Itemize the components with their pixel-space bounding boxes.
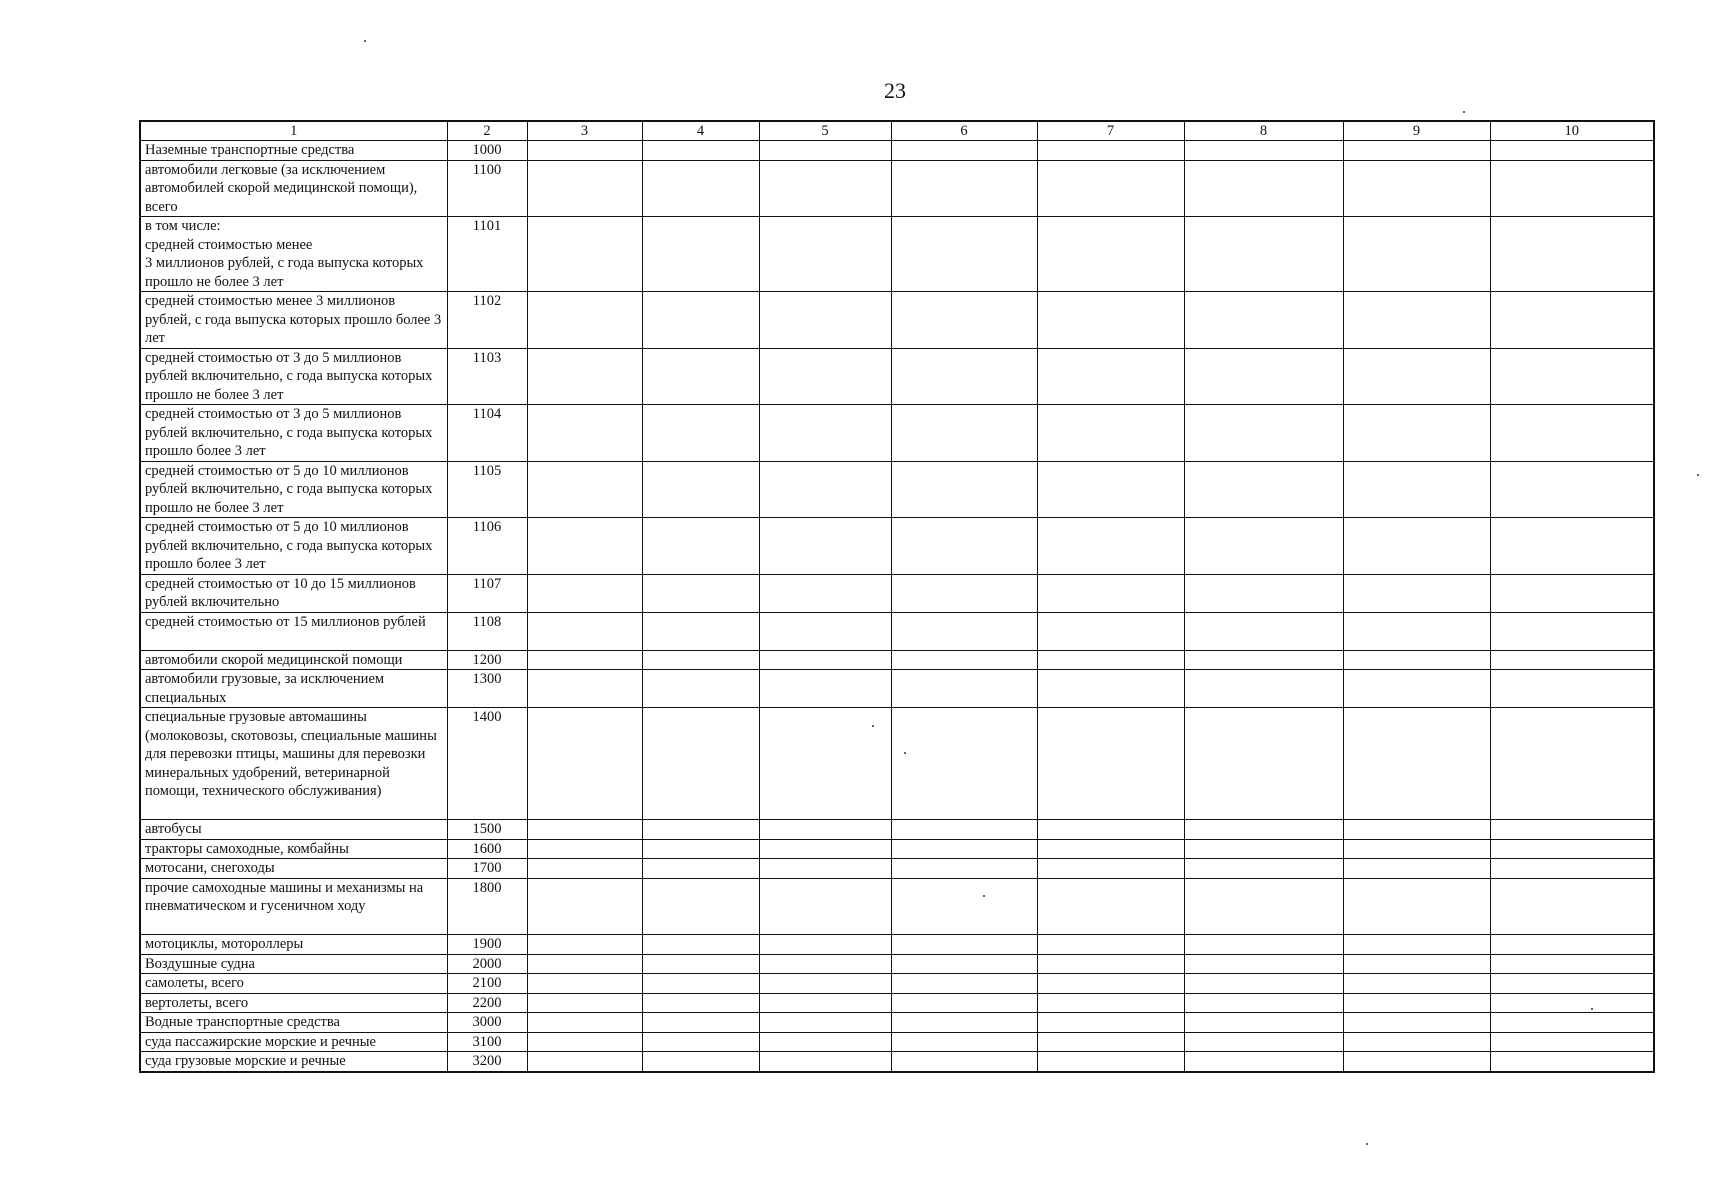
empty-value-cell xyxy=(891,820,1037,840)
empty-value-cell xyxy=(891,217,1037,292)
empty-value-cell xyxy=(891,348,1037,405)
table-row xyxy=(140,859,1654,879)
empty-value-cell xyxy=(642,878,759,935)
scan-speck xyxy=(904,752,906,754)
empty-value-cell xyxy=(759,461,891,518)
empty-value-cell xyxy=(891,878,1037,935)
empty-value-cell xyxy=(1037,974,1184,994)
row-code-cell: 1100 xyxy=(447,160,527,217)
empty-value-cell xyxy=(642,1013,759,1033)
empty-value-cell xyxy=(1343,859,1490,879)
empty-value-cell xyxy=(1343,160,1490,217)
row-name-cell: автомобили грузовые, за исключением специальных xyxy=(140,670,447,708)
row-name-cell: вертолеты, всего xyxy=(140,993,447,1013)
empty-value-cell xyxy=(1037,612,1184,650)
empty-value-cell xyxy=(891,954,1037,974)
empty-value-cell xyxy=(527,141,642,161)
row-code-cell: 3100 xyxy=(447,1032,527,1052)
empty-value-cell xyxy=(891,839,1037,859)
empty-value-cell xyxy=(642,650,759,670)
empty-value-cell xyxy=(1037,461,1184,518)
empty-value-cell xyxy=(642,461,759,518)
empty-value-cell xyxy=(891,160,1037,217)
empty-value-cell xyxy=(1037,574,1184,612)
empty-value-cell xyxy=(759,1032,891,1052)
table-row xyxy=(140,518,1654,575)
empty-value-cell xyxy=(527,859,642,879)
empty-value-cell xyxy=(891,292,1037,349)
empty-value-cell xyxy=(1037,518,1184,575)
empty-value-cell xyxy=(891,935,1037,955)
empty-value-cell xyxy=(527,1052,642,1072)
row-name-cell: средней стоимостью от 15 миллионов рублей xyxy=(140,612,447,650)
row-code-cell: 2200 xyxy=(447,993,527,1013)
empty-value-cell xyxy=(527,160,642,217)
empty-value-cell xyxy=(759,160,891,217)
row-code-cell: 1103 xyxy=(447,348,527,405)
empty-value-cell xyxy=(1490,820,1654,840)
column-header: 1 xyxy=(140,121,447,141)
empty-value-cell xyxy=(1343,993,1490,1013)
row-name-cell: мотоциклы, мотороллеры xyxy=(140,935,447,955)
scan-speck xyxy=(364,40,366,42)
empty-value-cell xyxy=(759,1013,891,1033)
empty-value-cell xyxy=(1343,461,1490,518)
transport-vehicles-table xyxy=(139,120,1655,1073)
empty-value-cell xyxy=(642,348,759,405)
table-row xyxy=(140,292,1654,349)
empty-value-cell xyxy=(1184,954,1343,974)
row-name-cell: суда пассажирские морские и речные xyxy=(140,1032,447,1052)
row-name-cell: средней стоимостью от 3 до 5 миллионов рублей включительно, с года выпуска которых прошло не более 3 лет xyxy=(140,348,447,405)
empty-value-cell xyxy=(642,993,759,1013)
empty-value-cell xyxy=(759,859,891,879)
empty-value-cell xyxy=(1184,405,1343,462)
table-row xyxy=(140,574,1654,612)
row-code-cell: 1101 xyxy=(447,217,527,292)
empty-value-cell xyxy=(1490,160,1654,217)
empty-value-cell xyxy=(1343,405,1490,462)
empty-value-cell xyxy=(527,461,642,518)
empty-value-cell xyxy=(1184,160,1343,217)
empty-value-cell xyxy=(1184,1052,1343,1072)
empty-value-cell xyxy=(1037,217,1184,292)
empty-value-cell xyxy=(642,670,759,708)
empty-value-cell xyxy=(1490,348,1654,405)
empty-value-cell xyxy=(1184,1013,1343,1033)
empty-value-cell xyxy=(642,935,759,955)
row-code-cell: 1700 xyxy=(447,859,527,879)
scan-speck xyxy=(1366,1143,1368,1145)
empty-value-cell xyxy=(1184,839,1343,859)
column-header: 6 xyxy=(891,121,1037,141)
table-row xyxy=(140,1032,1654,1052)
empty-value-cell xyxy=(527,878,642,935)
empty-value-cell xyxy=(527,935,642,955)
empty-value-cell xyxy=(1037,650,1184,670)
empty-value-cell xyxy=(642,405,759,462)
row-name-cell: средней стоимостью от 5 до 10 миллионов рублей включительно, с года выпуска которых прошло не более 3 лет xyxy=(140,461,447,518)
empty-value-cell xyxy=(759,935,891,955)
row-code-cell: 3000 xyxy=(447,1013,527,1033)
empty-value-cell xyxy=(1037,1052,1184,1072)
empty-value-cell xyxy=(642,1032,759,1052)
empty-value-cell xyxy=(642,974,759,994)
row-code-cell: 1400 xyxy=(447,708,527,820)
empty-value-cell xyxy=(1184,1032,1343,1052)
empty-value-cell xyxy=(759,141,891,161)
table-header-row xyxy=(140,121,1654,141)
empty-value-cell xyxy=(1343,217,1490,292)
row-name-cell: средней стоимостью от 10 до 15 миллионов рублей включительно xyxy=(140,574,447,612)
empty-value-cell xyxy=(1490,141,1654,161)
empty-value-cell xyxy=(1184,878,1343,935)
empty-value-cell xyxy=(759,670,891,708)
empty-value-cell xyxy=(759,217,891,292)
empty-value-cell xyxy=(1343,670,1490,708)
empty-value-cell xyxy=(1343,839,1490,859)
table-row xyxy=(140,348,1654,405)
column-header: 10 xyxy=(1490,121,1654,141)
empty-value-cell xyxy=(1343,348,1490,405)
scan-speck xyxy=(983,895,985,897)
empty-value-cell xyxy=(1037,708,1184,820)
table-row xyxy=(140,954,1654,974)
empty-value-cell xyxy=(891,518,1037,575)
row-code-cell: 1600 xyxy=(447,839,527,859)
empty-value-cell xyxy=(1343,820,1490,840)
empty-value-cell xyxy=(891,670,1037,708)
empty-value-cell xyxy=(1037,839,1184,859)
empty-value-cell xyxy=(759,878,891,935)
empty-value-cell xyxy=(527,820,642,840)
empty-value-cell xyxy=(1037,1032,1184,1052)
empty-value-cell xyxy=(1184,348,1343,405)
empty-value-cell xyxy=(527,1013,642,1033)
table-row xyxy=(140,1052,1654,1072)
empty-value-cell xyxy=(1184,292,1343,349)
empty-value-cell xyxy=(759,574,891,612)
empty-value-cell xyxy=(1490,708,1654,820)
empty-value-cell xyxy=(1037,141,1184,161)
empty-value-cell xyxy=(1490,859,1654,879)
table-row xyxy=(140,670,1654,708)
empty-value-cell xyxy=(759,612,891,650)
empty-value-cell xyxy=(1037,935,1184,955)
empty-value-cell xyxy=(1490,650,1654,670)
empty-value-cell xyxy=(1490,878,1654,935)
empty-value-cell xyxy=(527,612,642,650)
row-name-cell: суда грузовые морские и речные xyxy=(140,1052,447,1072)
empty-value-cell xyxy=(642,574,759,612)
empty-value-cell xyxy=(1490,574,1654,612)
empty-value-cell xyxy=(527,405,642,462)
row-name-cell: Водные транспортные средства xyxy=(140,1013,447,1033)
table-row xyxy=(140,993,1654,1013)
empty-value-cell xyxy=(1184,670,1343,708)
empty-value-cell xyxy=(1343,650,1490,670)
row-name-cell: средней стоимостью от 3 до 5 миллионов рублей включительно, с года выпуска которых прошло более 3 лет xyxy=(140,405,447,462)
empty-value-cell xyxy=(891,141,1037,161)
empty-value-cell xyxy=(759,1052,891,1072)
row-name-cell: в том числе: средней стоимостью менее 3 миллионов рублей, с года выпуска которых прошло не более 3 лет xyxy=(140,217,447,292)
empty-value-cell xyxy=(527,993,642,1013)
empty-value-cell xyxy=(527,1032,642,1052)
row-code-cell: 2000 xyxy=(447,954,527,974)
empty-value-cell xyxy=(1037,348,1184,405)
empty-value-cell xyxy=(642,612,759,650)
column-header: 3 xyxy=(527,121,642,141)
empty-value-cell xyxy=(1343,574,1490,612)
empty-value-cell xyxy=(891,993,1037,1013)
row-code-cell: 1500 xyxy=(447,820,527,840)
row-name-cell: специальные грузовые автомашины (молоковозы, скотовозы, специальные машины для перевозки птицы, машины для перевозки минеральных удобрений, ветеринарной помощи, технического обслуживания) xyxy=(140,708,447,820)
empty-value-cell xyxy=(891,574,1037,612)
empty-value-cell xyxy=(1184,141,1343,161)
row-name-cell: Воздушные судна xyxy=(140,954,447,974)
table-row xyxy=(140,141,1654,161)
empty-value-cell xyxy=(759,348,891,405)
row-name-cell: средней стоимостью менее 3 миллионов рублей, с года выпуска которых прошло более 3 лет xyxy=(140,292,447,349)
table-row xyxy=(140,1013,1654,1033)
empty-value-cell xyxy=(1184,612,1343,650)
empty-value-cell xyxy=(759,954,891,974)
empty-value-cell xyxy=(1490,839,1654,859)
empty-value-cell xyxy=(1343,518,1490,575)
row-code-cell: 1104 xyxy=(447,405,527,462)
empty-value-cell xyxy=(1184,217,1343,292)
table-row xyxy=(140,405,1654,462)
row-code-cell: 1800 xyxy=(447,878,527,935)
empty-value-cell xyxy=(891,405,1037,462)
empty-value-cell xyxy=(891,612,1037,650)
empty-value-cell xyxy=(1037,160,1184,217)
empty-value-cell xyxy=(1184,859,1343,879)
row-name-cell: мотосани, снегоходы xyxy=(140,859,447,879)
row-name-cell: прочие самоходные машины и механизмы на пневматическом и гусеничном ходу xyxy=(140,878,447,935)
row-code-cell: 1108 xyxy=(447,612,527,650)
table-row xyxy=(140,708,1654,820)
row-code-cell: 1102 xyxy=(447,292,527,349)
empty-value-cell xyxy=(527,518,642,575)
table-row xyxy=(140,935,1654,955)
empty-value-cell xyxy=(1184,574,1343,612)
empty-value-cell xyxy=(1037,1013,1184,1033)
empty-value-cell xyxy=(1037,954,1184,974)
empty-value-cell xyxy=(527,348,642,405)
empty-value-cell xyxy=(1490,217,1654,292)
empty-value-cell xyxy=(527,954,642,974)
row-name-cell: автобусы xyxy=(140,820,447,840)
empty-value-cell xyxy=(1490,461,1654,518)
empty-value-cell xyxy=(1343,974,1490,994)
empty-value-cell xyxy=(527,839,642,859)
scan-speck xyxy=(1697,474,1699,476)
table-row xyxy=(140,820,1654,840)
empty-value-cell xyxy=(1343,935,1490,955)
empty-value-cell xyxy=(759,708,891,820)
empty-value-cell xyxy=(1037,993,1184,1013)
empty-value-cell xyxy=(759,292,891,349)
empty-value-cell xyxy=(1343,1013,1490,1033)
row-code-cell: 1107 xyxy=(447,574,527,612)
empty-value-cell xyxy=(1184,974,1343,994)
row-code-cell: 3200 xyxy=(447,1052,527,1072)
empty-value-cell xyxy=(891,650,1037,670)
empty-value-cell xyxy=(1490,1013,1654,1033)
empty-value-cell xyxy=(759,405,891,462)
empty-value-cell xyxy=(1490,974,1654,994)
empty-value-cell xyxy=(1037,405,1184,462)
column-header: 2 xyxy=(447,121,527,141)
empty-value-cell xyxy=(642,1052,759,1072)
empty-value-cell xyxy=(527,574,642,612)
empty-value-cell xyxy=(1343,141,1490,161)
table-row xyxy=(140,839,1654,859)
empty-value-cell xyxy=(1490,935,1654,955)
empty-value-cell xyxy=(1343,292,1490,349)
table-row xyxy=(140,461,1654,518)
table-row xyxy=(140,612,1654,650)
empty-value-cell xyxy=(1037,670,1184,708)
empty-value-cell xyxy=(527,708,642,820)
empty-value-cell xyxy=(1490,1032,1654,1052)
empty-value-cell xyxy=(1490,670,1654,708)
empty-value-cell xyxy=(891,1052,1037,1072)
empty-value-cell xyxy=(1343,954,1490,974)
table-row xyxy=(140,160,1654,217)
empty-value-cell xyxy=(1343,1052,1490,1072)
table-row xyxy=(140,878,1654,935)
column-header: 9 xyxy=(1343,121,1490,141)
row-name-cell: самолеты, всего xyxy=(140,974,447,994)
empty-value-cell xyxy=(527,650,642,670)
column-header: 4 xyxy=(642,121,759,141)
empty-value-cell xyxy=(1184,650,1343,670)
scan-speck xyxy=(872,725,874,727)
row-name-cell: автомобили скорой медицинской помощи xyxy=(140,650,447,670)
empty-value-cell xyxy=(759,974,891,994)
empty-value-cell xyxy=(642,217,759,292)
empty-value-cell xyxy=(1490,993,1654,1013)
empty-value-cell xyxy=(1037,878,1184,935)
empty-value-cell xyxy=(1184,518,1343,575)
scan-speck xyxy=(1463,111,1465,113)
empty-value-cell xyxy=(759,993,891,1013)
empty-value-cell xyxy=(1184,935,1343,955)
empty-value-cell xyxy=(759,518,891,575)
empty-value-cell xyxy=(1184,993,1343,1013)
empty-value-cell xyxy=(642,160,759,217)
row-code-cell: 1200 xyxy=(447,650,527,670)
empty-value-cell xyxy=(1343,708,1490,820)
empty-value-cell xyxy=(891,1032,1037,1052)
empty-value-cell xyxy=(1184,820,1343,840)
empty-value-cell xyxy=(527,670,642,708)
empty-value-cell xyxy=(642,141,759,161)
empty-value-cell xyxy=(642,954,759,974)
empty-value-cell xyxy=(759,650,891,670)
empty-value-cell xyxy=(891,859,1037,879)
empty-value-cell xyxy=(1037,292,1184,349)
empty-value-cell xyxy=(1037,820,1184,840)
empty-value-cell xyxy=(642,859,759,879)
empty-value-cell xyxy=(1490,292,1654,349)
empty-value-cell xyxy=(1343,1032,1490,1052)
row-name-cell: автомобили легковые (за исключением автомобилей скорой медицинской помощи), всего xyxy=(140,160,447,217)
table-row xyxy=(140,974,1654,994)
row-name-cell: средней стоимостью от 5 до 10 миллионов рублей включительно, с года выпуска которых прошло более 3 лет xyxy=(140,518,447,575)
empty-value-cell xyxy=(1037,859,1184,879)
column-header: 5 xyxy=(759,121,891,141)
row-code-cell: 1900 xyxy=(447,935,527,955)
empty-value-cell xyxy=(642,820,759,840)
table-body xyxy=(140,141,1654,1072)
row-name-cell: тракторы самоходные, комбайны xyxy=(140,839,447,859)
empty-value-cell xyxy=(891,1013,1037,1033)
table-row xyxy=(140,217,1654,292)
empty-value-cell xyxy=(527,217,642,292)
empty-value-cell xyxy=(1490,405,1654,462)
empty-value-cell xyxy=(527,292,642,349)
row-code-cell: 2100 xyxy=(447,974,527,994)
scan-speck xyxy=(1591,1008,1593,1010)
empty-value-cell xyxy=(891,708,1037,820)
empty-value-cell xyxy=(1184,461,1343,518)
row-code-cell: 1106 xyxy=(447,518,527,575)
column-header: 7 xyxy=(1037,121,1184,141)
empty-value-cell xyxy=(1490,954,1654,974)
empty-value-cell xyxy=(891,461,1037,518)
row-code-cell: 1105 xyxy=(447,461,527,518)
empty-value-cell xyxy=(891,974,1037,994)
page-number: 23 xyxy=(884,78,906,103)
empty-value-cell xyxy=(642,708,759,820)
empty-value-cell xyxy=(1343,612,1490,650)
empty-value-cell xyxy=(1343,878,1490,935)
column-header: 8 xyxy=(1184,121,1343,141)
empty-value-cell xyxy=(759,820,891,840)
row-code-cell: 1300 xyxy=(447,670,527,708)
empty-value-cell xyxy=(759,839,891,859)
empty-value-cell xyxy=(527,974,642,994)
table-row xyxy=(140,650,1654,670)
empty-value-cell xyxy=(642,839,759,859)
empty-value-cell xyxy=(1490,518,1654,575)
empty-value-cell xyxy=(642,518,759,575)
row-code-cell: 1000 xyxy=(447,141,527,161)
empty-value-cell xyxy=(1490,1052,1654,1072)
row-name-cell: Наземные транспортные средства xyxy=(140,141,447,161)
empty-value-cell xyxy=(1490,612,1654,650)
empty-value-cell xyxy=(642,292,759,349)
empty-value-cell xyxy=(1184,708,1343,820)
